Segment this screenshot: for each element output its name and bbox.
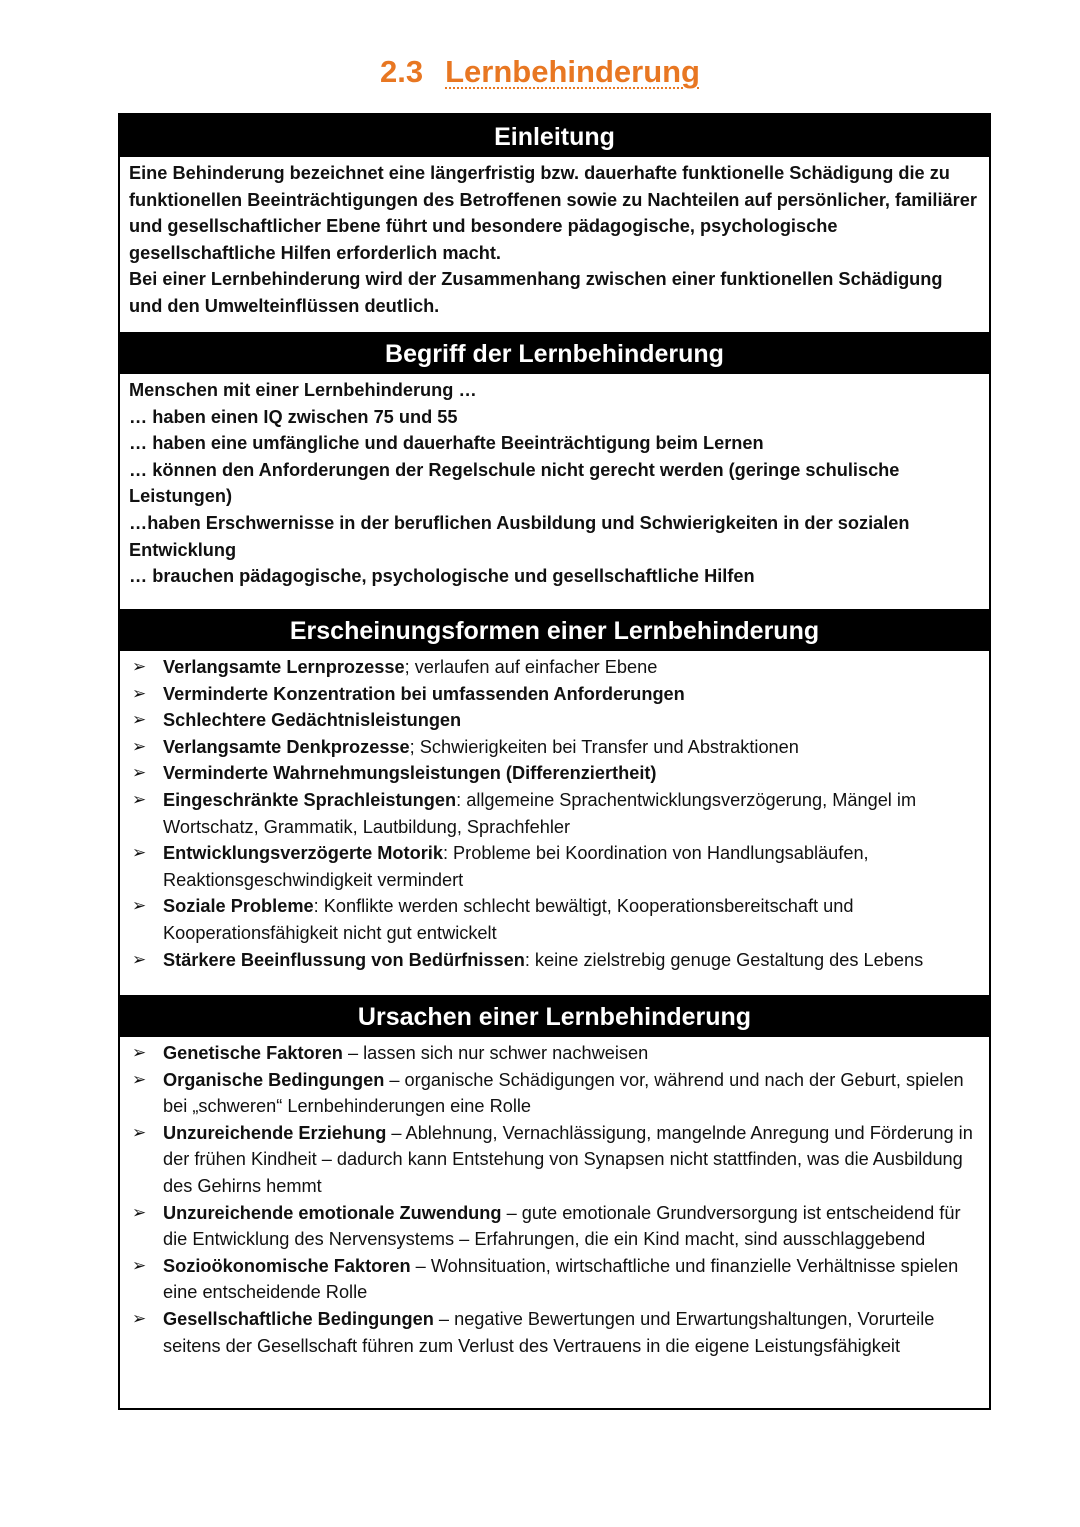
line: … haben eine umfängliche und dauerhafte Beeinträchtigung beim Lernen [129,433,764,454]
item-term: Stärkere Beeinflussung von Bedürfnissen [163,949,525,970]
section-heading: Erscheinungsformen einer Lernbehinderung [120,609,989,651]
list-item [130,681,979,708]
item-term: Schlechtere Gedächtnisleistungen [163,710,462,731]
line: … haben einen IQ zwischen 75 und 55 [129,406,458,427]
section-body [120,157,989,332]
item-desc: ; verlaufen auf einfacher Ebene [404,657,658,677]
line: …haben Erschwernisse in der beruflichen Ausbildung und Schwierigkeiten in der sozialen Entwicklung [129,512,910,560]
list-item [130,840,979,893]
item-term: Verminderte Wahrnehmungsleistungen (Differenziertheit) [163,763,657,784]
document-table [118,113,991,1410]
item-desc: : keine zielstrebig genuge Gestaltung des Lebens [524,949,924,970]
list-item [130,787,979,840]
section-body [120,651,989,995]
item-term: Entwicklungsverzögerte Motorik [163,843,443,864]
bullet-list [130,1040,979,1359]
item-desc: – gute emotionale Grundversorgung ist entscheidend für die Entwicklung des Nervensystems – Erfahrungen, die ein Kind macht, sind ausschlaggebend [163,1202,961,1250]
arrow-bullet-icon: ➢ [132,1043,147,1062]
list-item [130,707,979,734]
list-item [130,947,979,974]
list-item [130,734,979,761]
section-body [120,374,989,609]
section-begriff [120,332,989,609]
item-desc: : allgemeine Sprachentwicklungsverzögerung, Mängel im Wortschatz, Grammatik, Lautbildung, Sprachfehler [163,789,917,837]
item-desc: ; Schwierigkeiten bei Transfer und Abstraktionen [409,736,799,757]
arrow-bullet-icon: ➢ [132,949,147,969]
list-item [130,1306,979,1359]
section-heading: Ursachen einer Lernbehinderung [120,995,989,1037]
line: … können den Anforderungen der Regelschule nicht gerecht werden (geringe schulische Leistungen) [129,459,900,507]
section-number: 2.3 [380,54,424,89]
item-desc: – Wohnsituation, wirtschaftliche und finanzielle Verhältnisse spielen eine entscheidende Rolle [163,1255,959,1303]
section-heading: Einleitung [120,115,989,157]
item-term: Sozioökonomische Faktoren [163,1255,411,1276]
item-desc: – negative Bewertungen und Erwartungshaltungen, Vorurteile seitens der Gesellschaft führen zum Verlust des Vertrauens in die eigene Leistungsfähigkeit [163,1308,935,1356]
item-term: Eingeschränkte Sprachleistungen [163,789,457,810]
arrow-bullet-icon: ➢ [132,683,147,703]
section-erscheinungsformen [120,609,989,995]
line: Menschen mit einer Lernbehinderung … [129,380,477,400]
item-term: Unzureichende emotionale Zuwendung [163,1202,502,1223]
item-term: Genetische Faktoren [163,1043,343,1063]
arrow-bullet-icon: ➢ [132,1308,147,1328]
title-word: Lernbehinderung [445,54,700,89]
item-term: Organische Bedingungen [163,1069,385,1090]
section-ursachen [120,995,989,1408]
item-desc: : Konflikte werden schlecht bewältigt, Kooperationsbereitschaft und Kooperationsfähigkeit nicht gut entwickelt [163,896,854,943]
item-desc: – organische Schädigungen vor, während und nach der Geburt, spielen bei „schweren“ Lernbehinderungen eine Rolle [163,1069,964,1117]
item-term: Unzureichende Erziehung [163,1122,387,1143]
item-term: Verlangsamte Denkprozesse [163,736,410,757]
paragraph: Bei einer Lernbehinderung wird der Zusammenhang zwischen einer funktionellen Schädigung und den Umwelteinflüssen deutlich. [129,269,943,316]
line: … brauchen pädagogische, psychologische und gesellschaftliche Hilfen [129,566,755,587]
list-item [130,1120,979,1200]
section-body [120,1037,989,1408]
arrow-bullet-icon: ➢ [132,710,147,730]
item-term: Verlangsamte Lernprozesse [163,657,405,677]
arrow-bullet-icon: ➢ [132,1202,147,1222]
list-item [130,1200,979,1253]
arrow-bullet-icon: ➢ [132,1069,147,1089]
list-item [130,1067,979,1120]
bullet-list [130,654,979,973]
arrow-bullet-icon: ➢ [132,1122,147,1142]
item-term: Soziale Probleme [163,896,314,917]
item-desc: – lassen sich nur schwer nachweisen [342,1043,649,1063]
list-item [130,1253,979,1306]
arrow-bullet-icon: ➢ [132,843,147,863]
section-heading: Begriff der Lernbehinderung [120,332,989,374]
list-item [130,1040,979,1067]
paragraph: Eine Behinderung bezeichnet eine längerfristig bzw. dauerhafte funktionelle Schädigung die zu funktionellen Beeinträchtigungen des Betroffenen sowie zu Nachteilen auf persönlicher, familiärer und gesellschaftlicher Ebene führt und besondere pädagogische, psychologische gesellschaftliche Hilfen erforderlich macht. [129,163,977,263]
arrow-bullet-icon: ➢ [132,657,147,676]
arrow-bullet-icon: ➢ [132,1255,147,1275]
page-title [0,54,1080,90]
arrow-bullet-icon: ➢ [132,896,147,916]
arrow-bullet-icon: ➢ [132,789,147,809]
item-desc: – Ablehnung, Vernachlässigung, mangelnde Anregung und Förderung in der frühen Kindheit – dadurch kann Entstehung von Synapsen nicht stattfinden, was die Ausbildung des Gehirns hemmt [163,1122,973,1196]
list-item [130,654,979,681]
item-term: Gesellschaftliche Bedingungen [163,1308,434,1329]
arrow-bullet-icon: ➢ [132,763,147,783]
arrow-bullet-icon: ➢ [132,736,147,756]
list-item [130,893,979,946]
item-term: Verminderte Konzentration bei umfassenden Anforderungen [163,683,685,704]
section-einleitung [120,115,989,332]
item-desc: : Probleme bei Koordination von Handlungsabläufen, Reaktionsgeschwindigkeit vermindert [163,843,869,890]
list-item [130,760,979,787]
